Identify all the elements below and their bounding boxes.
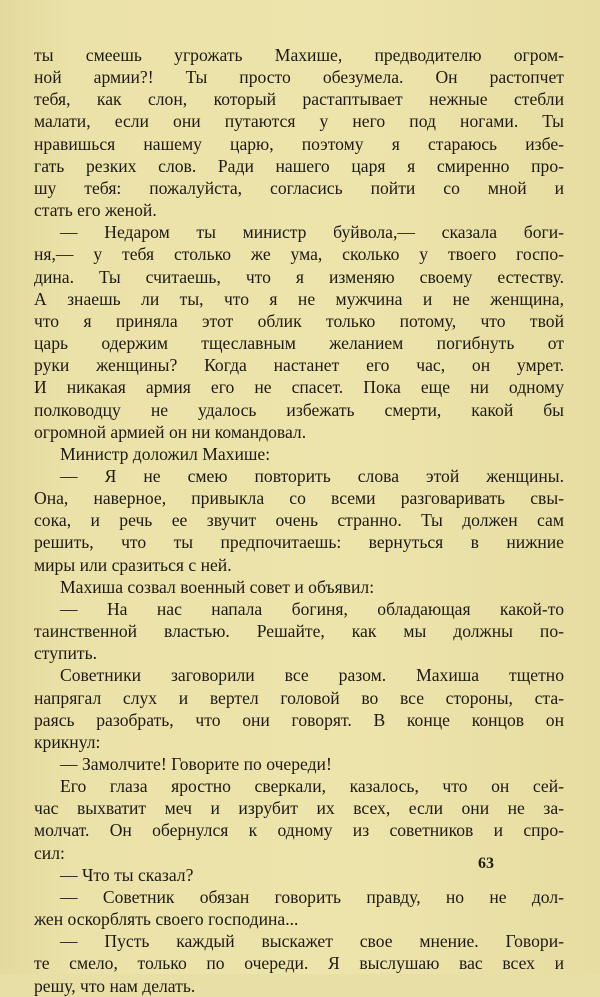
text-line: час выхватит меч и изрубит их всех, если они не за- (34, 798, 564, 819)
text-line: что я приняла этот облик только потому, что твой (34, 310, 564, 331)
paragraph (34, 443, 564, 465)
text-line: — На нас напала богиня, обладающая какой-то (60, 598, 564, 619)
text-line: гать резких слов. Ради нашего царя я смиренно про- (34, 155, 564, 176)
text-line: Она, наверное, привыкла со всеми разговаривать свы- (34, 488, 564, 509)
text-line: таинственной властью. Решайте, как мы должны по- (34, 621, 564, 642)
paragraph (34, 775, 564, 864)
paragraph (34, 221, 564, 443)
text-line: — Что ты сказал? (60, 864, 194, 885)
text-line: стать его женой. (34, 200, 157, 221)
text-line: ной армии?! Ты просто обезумела. Он растопчет (34, 67, 564, 88)
text-line: Министр доложил Махише: (60, 443, 271, 464)
text-line: напрягал слух и вертел головой во все стороны, ста- (34, 687, 564, 708)
text-line: И никакая армия его не спасет. Пока еще ни одному (34, 377, 564, 398)
text-line: те смело, только по очереди. Я выслушаю вас всех и (34, 953, 564, 974)
text-line: Его глаза яростно сверкали, казалось, что он сей- (60, 776, 564, 797)
text-line: Махиша созвал военный совет и объявил: (60, 576, 375, 597)
text-line: нравишься нашему царю, поэтому я стараюсь избе- (34, 133, 564, 154)
text-line: ты смеешь угрожать Махише, предводителю огром- (34, 45, 564, 65)
text-line: дина. Ты считаешь, что я изменяю своему естеству. (34, 266, 564, 287)
text-line: миры или сразиться с ней. (34, 554, 232, 575)
text-line: молчат. Он обернулся к одному из советников и спро- (34, 820, 564, 841)
paragraph (34, 886, 564, 930)
paragraph (34, 598, 564, 664)
paragraph (34, 930, 564, 996)
text-line: огромной армией он ни командовал. (34, 421, 307, 442)
text-line: — Пусть каждый выскажет свое мнение. Говори- (60, 931, 564, 952)
text-line: царь одержим тщеславным желанием погибнуть от (34, 333, 564, 354)
page-text (34, 44, 564, 997)
text-line: решу, что нам делать. (34, 975, 196, 996)
text-line: жен оскорблять своего господина... (34, 909, 299, 930)
paragraph (34, 753, 564, 775)
text-line: А знаешь ли ты, что я не мужчина и не женщина, (34, 288, 564, 309)
text-line: Советники заговорили все разом. Махиша тщетно (60, 665, 564, 686)
text-line: тебя, как слон, который растаптывает нежные стебли (34, 89, 564, 110)
text-line: ня,— у тебя столько же ума, сколько у твоего госпо- (34, 244, 564, 265)
text-line: шу тебя: пожалуйста, согласись пойти со мной и (34, 177, 564, 198)
text-line: сил: (34, 842, 65, 863)
text-line: — Недаром ты министр буйвола,— сказала боги- (60, 222, 564, 243)
paragraph (34, 664, 564, 753)
paragraph (34, 576, 564, 598)
paragraph (34, 44, 564, 221)
text-line: сока, и речь ее звучит очень странно. Ты должен сам (34, 510, 564, 531)
text-line: ступить. (34, 643, 98, 664)
text-line: малати, если они путаются у него под ногами. Ты (34, 111, 564, 132)
text-line: — Советник обязан говорить правду, но не дол- (60, 886, 564, 907)
paragraph (34, 465, 564, 576)
text-line: решить, что ты предпочитаешь: вернуться в нижние (34, 532, 564, 553)
text-line: раясь разобрать, что они говорят. В конце концов он (34, 709, 564, 730)
text-line: — Я не смею повторить слова этой женщины. (60, 465, 564, 486)
text-line: крикнул: (34, 731, 101, 752)
text-line: — Замолчите! Говорите по очереди! (60, 754, 332, 774)
text-line: руки женщины? Когда настанет его час, он умрет. (34, 355, 564, 376)
text-line: полководцу не удалось избежать смерти, какой бы (34, 399, 564, 420)
page-number: 63 (478, 855, 494, 872)
